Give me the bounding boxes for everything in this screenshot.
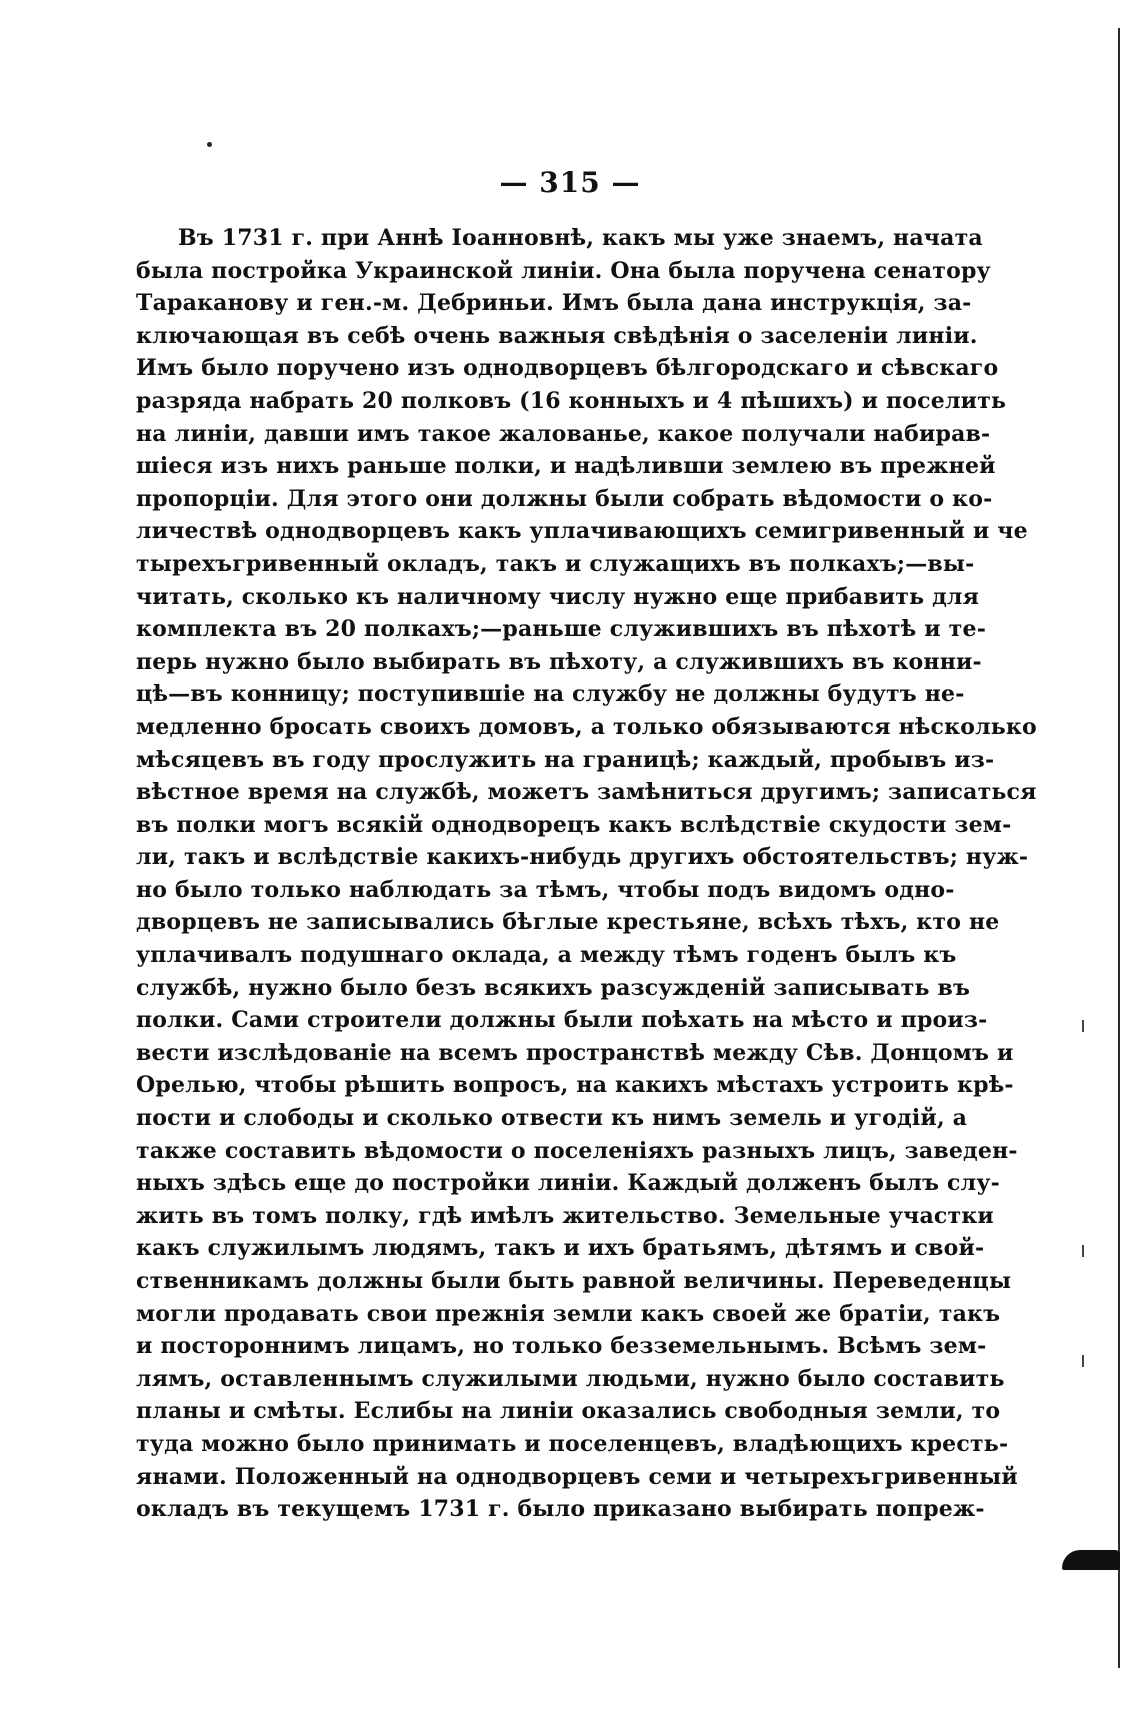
- text-line: пости и слободы и сколько отвести къ нимъ земель и угодій, а: [136, 1105, 968, 1132]
- text-line: окладъ въ текущемъ 1731 г. было приказано выбирать попреж-: [136, 1496, 985, 1523]
- page-edge-line: [1118, 28, 1120, 1668]
- text-line: въ полки могъ всякій однодворецъ какъ вслѣдствіе скудости зем-: [136, 811, 1012, 838]
- text-line: комплекта въ 20 полкахъ;—раньше служившихъ въ пѣхотѣ и те-: [136, 616, 987, 643]
- body-text: [136, 222, 1037, 1526]
- text-line: вѣстное время на службѣ, можетъ замѣниться другимъ; записаться: [136, 779, 1037, 806]
- text-line: ныхъ здѣсь еще до постройки линіи. Каждый долженъ былъ слу-: [136, 1170, 1000, 1197]
- margin-mark: [1082, 1020, 1084, 1032]
- text-line: Орелью, чтобы рѣшить вопросъ, на какихъ мѣстахъ устроить крѣ-: [136, 1072, 1014, 1099]
- text-line: лямъ, оставленнымъ служилыми людьми, нужно было составить: [136, 1365, 1005, 1392]
- text-line: уплачивалъ подушнаго оклада, а между тѣмъ годенъ былъ къ: [136, 942, 957, 969]
- text-line: ключающая въ себѣ очень важныя свѣдѣнія о заселеніи линіи.: [136, 322, 978, 349]
- page-number: — 315 —: [499, 166, 641, 199]
- text-line: пропорціи. Для этого они должны были собрать вѣдомости о ко-: [136, 485, 993, 512]
- text-line: была постройка Украинской линіи. Она была поручена сенатору: [136, 257, 991, 284]
- text-line: но было только наблюдать за тѣмъ, чтобы подъ видомъ одно-: [136, 876, 955, 903]
- text-line: дворцевъ не записывались бѣглые крестьяне, всѣхъ тѣхъ, кто не: [136, 909, 1000, 936]
- text-line: Въ 1731 г. при Аннѣ Іоанновнѣ, какъ мы уже знаемъ, начата: [178, 225, 983, 251]
- text-line: тырехъгривенный окладъ, такъ и служащихъ въ полкахъ;—вы-: [136, 550, 975, 577]
- text-line: мѣсяцевъ въ году прослужить на границѣ; каждый, пробывъ из-: [136, 746, 995, 773]
- text-line: Имъ было поручено изъ однодворцевъ бѣлгородскаго и сѣвскаго: [136, 355, 999, 382]
- text-line: цѣ—въ конницу; поступившіе на службу не должны будутъ не-: [136, 681, 965, 708]
- text-line: жить въ томъ полку, гдѣ имѣлъ жительство. Земельные участки: [136, 1202, 994, 1229]
- margin-mark: [1082, 1245, 1084, 1257]
- text-line: могли продавать свои прежнія земли какъ своей же братіи, такъ: [136, 1300, 1001, 1327]
- text-line: ли, такъ и вслѣдствіе какихъ-нибудь другихъ обстоятельствъ; нуж-: [136, 844, 1029, 871]
- text-line: янами. Положенный на однодворцевъ семи и четырехъгривенный: [136, 1463, 1018, 1490]
- text-line: шіеся изъ нихъ раньше полки, и надѣливши землею въ прежней: [136, 453, 996, 480]
- ink-dot: [207, 142, 212, 147]
- text-line: на линіи, давши имъ такое жалованье, какое получали набирав-: [136, 420, 991, 447]
- text-line: вести изслѣдованіе на всемъ пространствѣ между Сѣв. Донцомъ и: [136, 1039, 1014, 1066]
- text-line: какъ служилымъ людямъ, такъ и ихъ братьямъ, дѣтямъ и свой-: [136, 1235, 985, 1262]
- binding-shadow: [1062, 1550, 1120, 1570]
- text-line: туда можно было принимать и поселенцевъ, владѣющихъ кресть-: [136, 1430, 1009, 1457]
- text-line: медленно бросать своихъ домовъ, а только обязываются нѣсколько: [136, 713, 1037, 740]
- text-line: разряда набрать 20 полковъ (16 конныхъ и 4 пѣшихъ) и поселить: [136, 387, 1007, 414]
- text-line: ственникамъ должны были быть равной величины. Переведенцы: [136, 1268, 1012, 1294]
- text-line: планы и смѣты. Еслибы на линіи оказались свободныя земли, то: [136, 1398, 1001, 1425]
- text-line: и постороннимъ лицамъ, но только безземельнымъ. Всѣмъ зем-: [136, 1333, 987, 1360]
- text-line: полки. Сами строители должны были поѣхать на мѣсто и произ-: [136, 1007, 988, 1034]
- text-line: читать, сколько къ наличному числу нужно еще прибавить для: [136, 583, 980, 610]
- text-line: личествѣ однодворцевъ какъ уплачивающихъ семигривенный и че: [136, 518, 1028, 545]
- margin-mark: [1082, 1355, 1084, 1367]
- text-line: службѣ, нужно было безъ всякихъ разсужденій записывать въ: [136, 974, 971, 1001]
- text-line: Тараканову и ген.-м. Дебриньи. Имъ была дана инструкція, за-: [136, 290, 972, 317]
- text-line: перь нужно было выбирать въ пѣхоту, а служившихъ въ конни-: [136, 648, 982, 675]
- text-line: также составить вѣдомости о поселеніяхъ разныхъ лицъ, заведен-: [136, 1137, 1018, 1164]
